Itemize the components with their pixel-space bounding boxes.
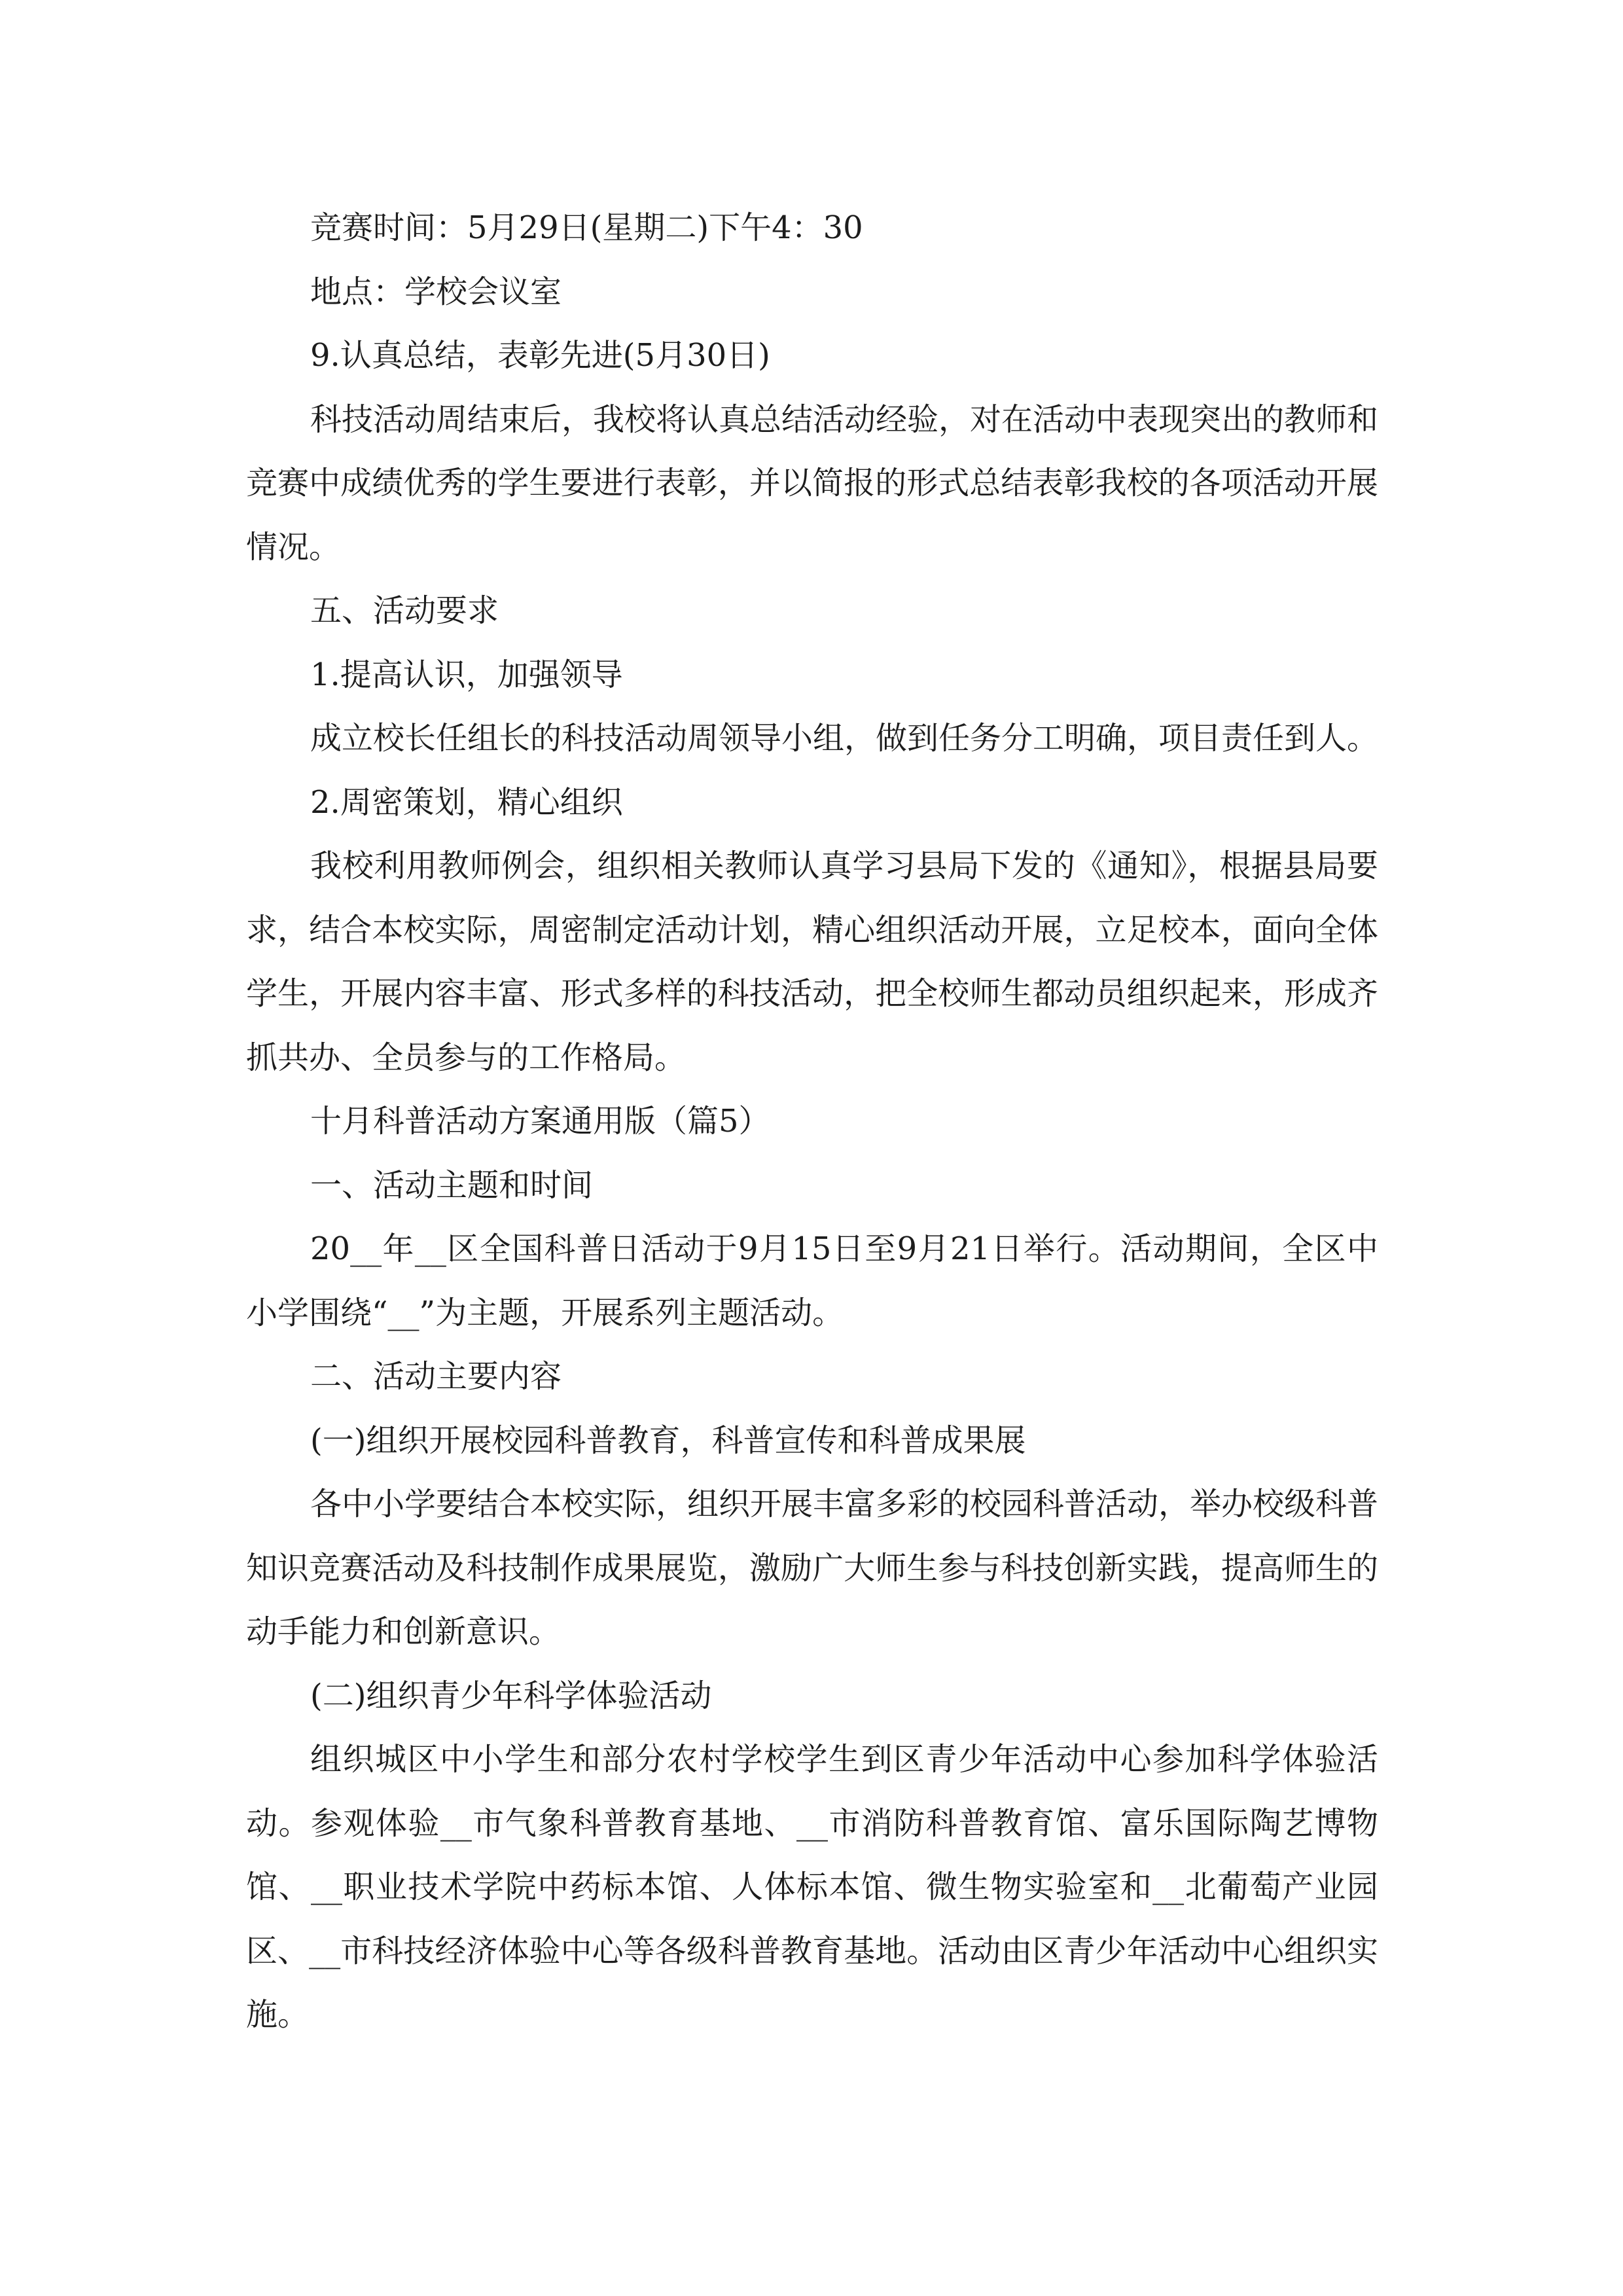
subheading-campus-education: (一)组织开展校园科普教育，科普宣传和科普成果展 xyxy=(310,1422,1026,1459)
paragraph-planning: 我校利用教师例会，组织相关教师认真学习县局下发的《通知》，根据县局要求，结合本校实际，周密制定活动计划，精心组织活动开展，立足校本，面向全体学生，开展内容丰富、形式多样的科技活动，把全校师生都动员组织起来，形成齐抓共办、全员参与的工作格局。 xyxy=(246,848,1378,1076)
document-body xyxy=(246,196,1378,2047)
paragraph-science-experience: 组织城区中小学生和部分农村学校学生到区青少年活动中心参加科学体验活动。参观体验__市气象科普教育基地、__市消防科普教育馆、富乐国际陶艺博物馆、__职业技术学院中药标本馆、人体标本馆、微生物实验室和__北葡萄产业园区、__市科技经济体验中心等各级科普教育基地。活动由区青少年活动中心组织实施。 xyxy=(246,1741,1378,2033)
paragraph-theme-time: 20__年__区全国科普日活动于9月15日至9月21日举行。活动期间，全区中小学围绕“__”为主题，开展系列主题活动。 xyxy=(246,1230,1378,1331)
document-section-title: 十月科普活动方案通用版（篇5） xyxy=(310,1103,770,1139)
subheading-planning: 2.周密策划，精心组织 xyxy=(310,783,623,821)
section-heading-requirements: 五、活动要求 xyxy=(310,592,499,629)
paragraph-leadership-group: 成立校长任组长的科技活动周领导小组，做到任务分工明确，项目责任到人。 xyxy=(310,720,1379,757)
paragraph-contest-time: 竞赛时间：5月29日(星期二)下午4：30 xyxy=(310,209,863,246)
paragraph-summary: 科技活动周结束后，我校将认真总结活动经验，对在活动中表现突出的教师和竞赛中成绩优秀的学生要进行表彰，并以简报的形式总结表彰我校的各项活动开展情况。 xyxy=(246,401,1379,565)
paragraph-item-9: 9.认真总结，表彰先进(5月30日) xyxy=(310,337,770,374)
paragraph-campus-education: 各中小学要结合本校实际，组织开展丰富多彩的校园科普活动，举办校级科普知识竞赛活动及科技制作成果展览，激励广大师生参与科技创新实践，提高师生的动手能力和创新意识。 xyxy=(246,1486,1379,1650)
section-heading-main-content: 二、活动主要内容 xyxy=(310,1358,562,1395)
subheading-science-experience: (二)组织青少年科学体验活动 xyxy=(310,1677,712,1714)
section-heading-theme-time: 一、活动主题和时间 xyxy=(310,1166,594,1204)
paragraph-location: 地点：学校会议室 xyxy=(310,273,562,310)
subheading-awareness: 1.提高认识，加强领导 xyxy=(310,656,623,693)
